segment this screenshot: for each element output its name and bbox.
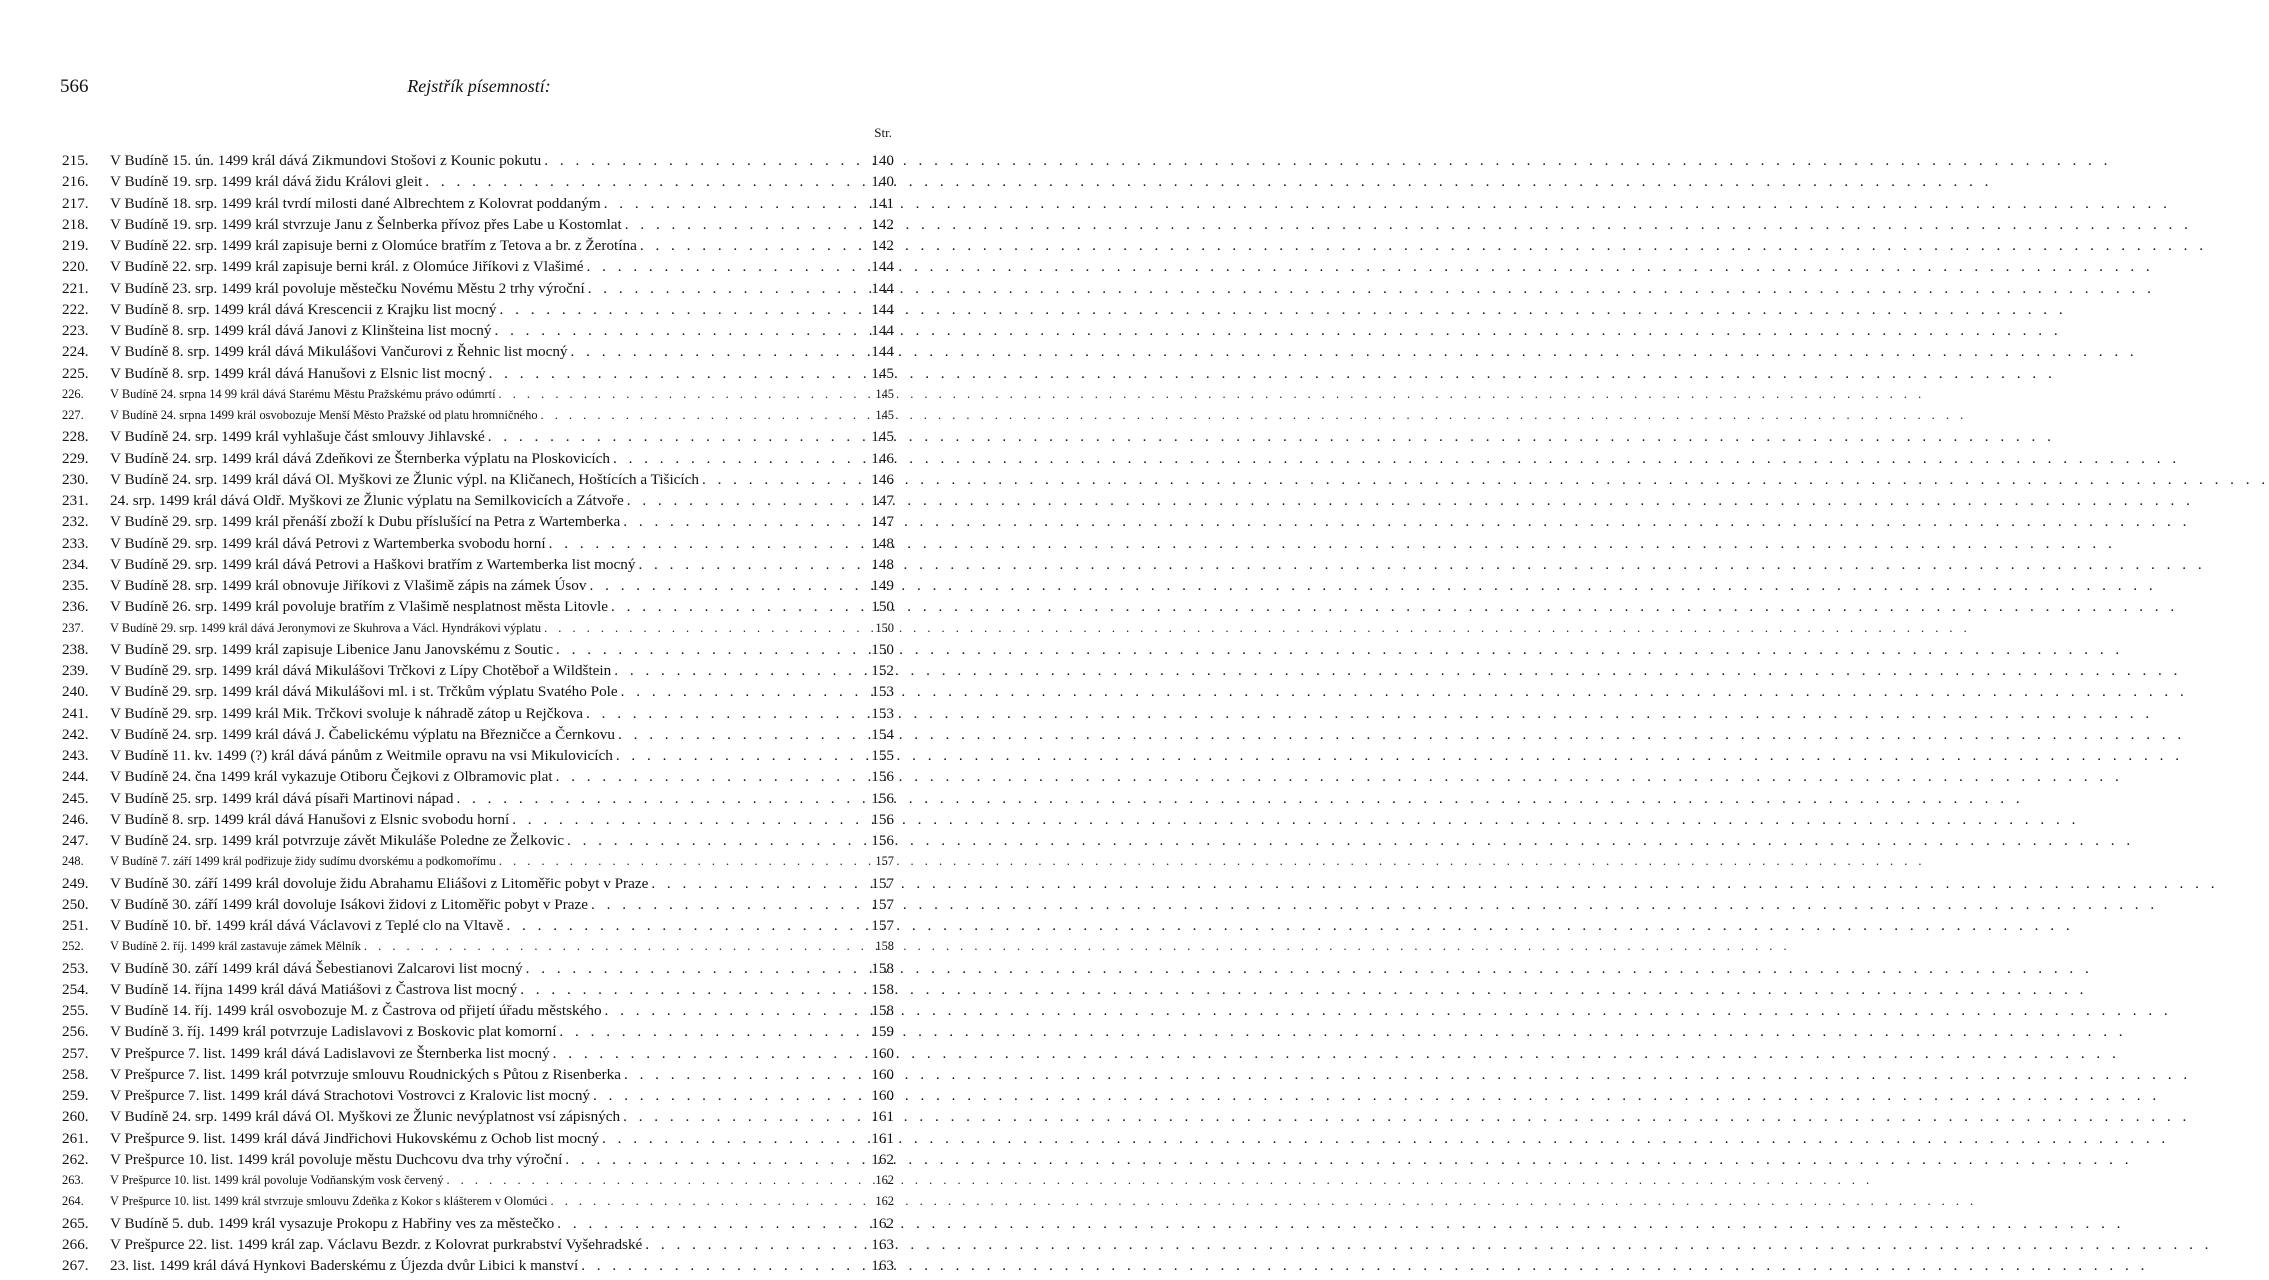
entry-text: V Budíně 29. srp. 1499 král dává Jeronymovi ze Skuhrova a Václ. Hyndrákovi výplatu — [110, 620, 542, 635]
dot-leader — [550, 1043, 860, 1064]
entry-number: 230. — [62, 470, 89, 488]
list-item — [62, 1234, 894, 1255]
entry-number: 220. — [62, 258, 89, 276]
entry-page: 147 — [871, 513, 894, 531]
entry-text: V Budíně 28. srp. 1499 král obnovuje Jiříkovi z Vlašimě zápis na zámek Úsov — [110, 577, 587, 594]
entry-page: 142 — [871, 215, 894, 233]
dot-leader — [601, 193, 860, 214]
list-item — [62, 1128, 894, 1149]
entry-page: 145 — [875, 386, 894, 401]
dot-leader — [517, 979, 860, 1000]
entry-page: 158 — [871, 1002, 894, 1019]
dot-leader — [497, 299, 861, 320]
list-item — [62, 915, 894, 936]
entry-number: 233. — [62, 534, 89, 552]
entry-text: V Budíně 24. srp. 1499 král vyhlašuje část smlouvy Jihlavské — [110, 428, 485, 446]
entry-number: 219. — [62, 237, 89, 254]
entry-page: 163 — [871, 1257, 894, 1274]
list-item — [62, 1191, 894, 1212]
list-item — [62, 554, 894, 575]
list-item — [62, 341, 894, 362]
entry-number: 217. — [62, 194, 89, 212]
list-item — [62, 703, 894, 724]
entry-number: 226. — [62, 386, 84, 401]
list-item — [62, 724, 894, 745]
entry-page: 144 — [871, 279, 894, 297]
list-item — [62, 533, 894, 554]
entry-page: 158 — [871, 980, 894, 998]
dot-leader — [443, 1170, 860, 1191]
entry-text: V Budíně 14. října 1499 král dává Matiášovi z Častrova list mocný — [110, 980, 518, 998]
list-item — [62, 150, 894, 171]
entry-text: V Budíně 29. srp. 1499 král Mik. Trčkovi svoluje k náhradě zátop u Rejčkova — [110, 704, 583, 722]
entry-number: 218. — [62, 215, 89, 233]
dot-leader — [602, 1000, 860, 1021]
entry-number: 264. — [62, 1194, 84, 1209]
dot-leader — [608, 596, 860, 617]
dot-leader — [553, 639, 860, 660]
entry-number: 256. — [62, 1023, 89, 1041]
entry-text: V Budíně 22. srp. 1499 král zapisuje berni král. z Olomúce Jiříkovi z Vlašimé — [110, 258, 584, 276]
list-item — [62, 1021, 894, 1042]
entry-number: 224. — [62, 343, 89, 361]
entry-text: V Budíně 19. srp. 1499 král dává židu Královi gleit — [110, 173, 423, 191]
entry-page: 155 — [871, 747, 894, 764]
entry-text: 23. list. 1499 král dává Hynkovi Baderskému z Újezda dvůr Libici k manství — [110, 1257, 579, 1274]
dot-leader — [422, 171, 860, 192]
entry-number: 250. — [62, 895, 89, 913]
entry-number: 232. — [62, 513, 89, 531]
entry-text: V Budíně 24. srp. 1499 král dává Ol. Myškovi ze Žlunic nevýplatnost vsí zápisných — [110, 1108, 621, 1126]
entry-page: 162 — [871, 1214, 894, 1232]
list-item — [62, 363, 894, 384]
entry-number: 254. — [62, 980, 89, 998]
entry-text: V Budíně 8. srp. 1499 král dává Krescencii z Krajku list mocný — [110, 300, 497, 318]
entry-number: 216. — [62, 173, 89, 191]
entry-number: 215. — [62, 152, 89, 169]
entry-number: 240. — [62, 683, 89, 701]
entry-page: 144 — [871, 258, 894, 276]
dot-leader — [564, 830, 860, 851]
entry-page: 163 — [871, 1235, 894, 1253]
entry-text: V Budíně 24. srp. 1499 král dává Ol. Myškovi ze Žlunic výpl. na Kličanech, Hoštících a Tišicích — [110, 470, 699, 488]
entry-number: 245. — [62, 789, 89, 807]
entry-page: 148 — [871, 555, 894, 573]
entry-number: 257. — [62, 1044, 89, 1062]
entry-page: 149 — [871, 577, 894, 594]
list-item — [62, 936, 894, 957]
entry-text: V Prešpurce 10. list. 1499 král stvrzuje smlouvu Zdeňka z Kokor s klášterem v Olomúci — [110, 1194, 548, 1209]
entry-number: 265. — [62, 1214, 89, 1232]
list-item — [62, 596, 894, 617]
page-column-heading: Str. — [874, 125, 892, 140]
dot-leader — [562, 1149, 860, 1170]
dot-leader — [585, 278, 860, 299]
entry-number: 234. — [62, 555, 89, 573]
list-item — [62, 788, 894, 809]
entry-text: V Budíně 18. srp. 1499 král tvrdí milosti dané Albrechtem z Kolovrat poddaným — [110, 194, 601, 212]
entry-page: 156 — [871, 832, 894, 849]
entry-page: 161 — [871, 1129, 894, 1147]
list-item — [62, 193, 894, 214]
dot-leader — [642, 1234, 860, 1255]
entry-number: 262. — [62, 1150, 89, 1168]
entry-number: 244. — [62, 768, 89, 786]
entry-page: 157 — [871, 895, 894, 913]
dot-leader — [568, 341, 860, 362]
entry-page: 144 — [871, 343, 894, 361]
entry-page: 144 — [871, 300, 894, 318]
entry-number: 235. — [62, 577, 89, 594]
entry-page: 161 — [871, 1108, 894, 1126]
dot-leader — [590, 1085, 860, 1106]
dot-leader — [613, 745, 860, 766]
entry-text: V Budíně 29. srp. 1499 král dává Petrovi a Haškovi bratřím z Wartemberka list mocný — [110, 555, 636, 573]
dot-leader — [621, 1064, 860, 1085]
list-item — [62, 1149, 894, 1170]
list-item — [62, 851, 894, 872]
list-item — [62, 830, 894, 851]
entry-text: V Budíně 14. říj. 1499 král osvobozuje M. z Častrova od přijetí úřadu městského — [110, 1002, 602, 1019]
entry-page: 158 — [871, 959, 894, 977]
list-item — [62, 320, 894, 341]
entry-number: 260. — [62, 1108, 89, 1126]
entry-page: 150 — [871, 640, 894, 658]
list-item — [62, 448, 894, 469]
list-item — [62, 235, 894, 256]
entry-text: V Budíně 10. bř. 1499 král dává Václavovi z Teplé clo na Vltavě — [110, 917, 504, 934]
list-item — [62, 469, 894, 490]
entry-text: V Budíně 25. srp. 1499 král dává písaři Martinovi nápad — [110, 789, 454, 807]
entry-number: 267. — [62, 1257, 89, 1274]
entry-page: 153 — [871, 704, 894, 722]
entry-text: V Budíně 19. srp. 1499 král stvrzuje Janu z Šelnberka přívoz přes Labe u Kostomlat — [110, 215, 622, 233]
entry-number: 247. — [62, 832, 89, 849]
entry-page: 162 — [871, 1150, 894, 1168]
list-item — [62, 979, 894, 1000]
dot-leader — [624, 490, 860, 511]
list-item — [62, 299, 894, 320]
entry-number: 221. — [62, 279, 89, 297]
entry-text: V Budíně 29. srp. 1499 král dává Mikulášovi ml. i st. Trčkům výplatu Svatého Pole — [110, 683, 618, 701]
entry-number: 258. — [62, 1065, 89, 1083]
entry-page: 152 — [871, 662, 894, 679]
entry-text: V Budíně 8. srp. 1499 král dává Janovi z Klinšteina list mocný — [110, 322, 492, 339]
list-item — [62, 1085, 894, 1106]
entry-page: 150 — [871, 598, 894, 616]
entry-text: V Budíně 24. srp. 1499 král dává J. Čabelickému výplatu na Březničce a Černkovu — [110, 725, 615, 743]
entry-text: V Budíně 7. září 1499 král podřizuje židy sudímu dvorskému a podkomořímu — [110, 854, 496, 869]
dot-leader — [578, 1255, 860, 1276]
entry-page: 146 — [871, 470, 894, 488]
entry-number: 231. — [62, 492, 89, 509]
list-item — [62, 511, 894, 532]
entry-page: 156 — [871, 768, 894, 786]
dot-leader — [485, 426, 860, 447]
list-item — [62, 171, 894, 192]
entry-text: V Budíně 2. říj. 1499 král zastavuje zámek Mělník — [110, 939, 361, 954]
entry-page: 160 — [871, 1044, 894, 1062]
list-item — [62, 214, 894, 235]
entry-number: 251. — [62, 917, 89, 934]
entry-page: 156 — [871, 810, 894, 828]
dot-leader — [496, 851, 860, 872]
entry-page: 157 — [875, 854, 894, 869]
dot-leader — [610, 448, 860, 469]
entry-text: V Budíně 24. srp. 1499 král dává Zdeňkovi ze Šternberka výplatu na Ploskovicích — [110, 449, 610, 467]
entry-page: 144 — [871, 322, 894, 339]
entry-page: 145 — [875, 408, 894, 422]
entry-text: V Prešpurce 7. list. 1499 král dává Strachotovi Vostrovci z Kralovic list mocný — [110, 1087, 591, 1104]
list-item — [62, 639, 894, 660]
entry-page: 160 — [871, 1087, 894, 1104]
dot-leader — [541, 150, 860, 171]
dot-leader — [556, 1021, 860, 1042]
entry-number: 227. — [62, 408, 84, 422]
entry-page: 153 — [871, 683, 894, 701]
dot-leader — [622, 214, 860, 235]
page-number: 566 — [60, 76, 89, 97]
entry-number: 252. — [62, 939, 84, 954]
entry-page: 154 — [871, 725, 894, 743]
entry-page: 150 — [875, 620, 894, 635]
entry-page: 141 — [871, 194, 894, 212]
entry-text: V Budíně 29. srp. 1499 král zapisuje Libenice Janu Janovskému z Soutic — [110, 640, 554, 658]
entry-number: 225. — [62, 364, 89, 382]
entry-text: V Budíně 24. srpna 1499 král osvobozuje Menší Město Pražské od platu hromničného — [110, 408, 538, 422]
list-item — [62, 490, 894, 511]
dot-leader — [553, 766, 860, 787]
list-item — [62, 1170, 894, 1191]
dot-leader — [496, 384, 860, 405]
list-item — [62, 766, 894, 787]
dot-leader — [523, 958, 860, 979]
entry-number: 255. — [62, 1002, 89, 1019]
dot-leader — [554, 1213, 860, 1234]
entry-page: 157 — [871, 874, 894, 892]
entry-page: 162 — [875, 1173, 894, 1187]
list-item — [62, 1255, 894, 1276]
list-item — [62, 873, 894, 894]
entry-text: V Budíně 11. kv. 1499 (?) král dává pánům z Weitmile opravu na vsi Mikulovicích — [110, 747, 613, 764]
dot-leader — [620, 511, 860, 532]
list-item — [62, 256, 894, 277]
entry-text: V Budíně 29. srp. 1499 král dává Petrovi z Wartemberka svobodu horní — [110, 534, 546, 552]
dot-leader — [615, 724, 860, 745]
entry-page: 148 — [871, 534, 894, 552]
entry-text: V Budíně 8. srp. 1499 král dává Mikulášovi Vančurovi z Řehnic list mocný — [110, 343, 568, 361]
list-item — [62, 1106, 894, 1127]
entry-number: 241. — [62, 704, 89, 722]
dot-leader — [637, 235, 860, 256]
entry-text: V Budíně 30. září 1499 král dovoluje Isákovi židovi z Litoměřic pobyt v Praze — [110, 895, 589, 913]
dot-leader — [491, 320, 860, 341]
entry-page: 140 — [871, 152, 894, 169]
entry-number: 243. — [62, 747, 89, 764]
entry-text: V Budíně 22. srp. 1499 král zapisuje berni z Olomúce bratřím z Tetova a br. z Žerotína — [110, 237, 637, 254]
entry-text: V Budíně 23. srp. 1499 král povoluje městečku Novému Městu 2 trhy výroční — [110, 279, 585, 297]
list-item — [62, 618, 894, 639]
list-item — [62, 426, 894, 447]
entry-number: 223. — [62, 322, 89, 339]
list-item — [62, 1064, 894, 1085]
entry-text: V Budíně 30. září 1499 král dává Šebestianovi Zalcarovi list mocný — [110, 959, 523, 977]
list-item — [62, 681, 894, 702]
entry-text: V Prešpurce 7. list. 1499 král potvrzuje smlouvu Roudnických s Půtou z Risenberka — [110, 1065, 621, 1083]
entry-text: V Budíně 29. srp. 1499 král přenáší zboží k Dubu příslušící na Petra z Wartemberka — [110, 513, 621, 531]
entry-number: 261. — [62, 1129, 89, 1147]
entry-page: 145 — [871, 364, 894, 382]
entry-number: 253. — [62, 959, 89, 977]
entry-number: 228. — [62, 428, 89, 446]
entry-page: 147 — [871, 492, 894, 509]
entry-text: V Prešpurce 10. list. 1499 král povoluje městu Duchcovu dva trhy výroční — [110, 1150, 563, 1168]
entry-text: V Budíně 5. dub. 1499 král vysazuje Prokopu z Habřiny ves za městečko — [110, 1214, 555, 1232]
entry-number: 266. — [62, 1235, 89, 1253]
dot-leader — [509, 809, 860, 830]
entry-page: 158 — [875, 939, 894, 954]
entry-text: V Budíně 8. srp. 1499 král dává Hanušovi z Elsnic svobodu horní — [110, 810, 510, 828]
entry-number: 238. — [62, 640, 89, 658]
entry-text: V Budíně 29. srp. 1499 král dává Mikulášovi Trčkovi z Lípy Chotěboř a Wildštein — [110, 662, 612, 679]
entry-number: 249. — [62, 874, 89, 892]
entry-text: V Budíně 3. říj. 1499 král potvrzuje Ladislavovi z Boskovic plat komorní — [110, 1023, 557, 1041]
dot-leader — [486, 363, 860, 384]
entry-page: 156 — [871, 789, 894, 807]
entry-number: 222. — [62, 300, 89, 318]
list-item — [62, 745, 894, 766]
entry-text: V Budíně 8. srp. 1499 král dává Hanušovi z Elsnic list mocný — [110, 364, 486, 382]
entry-page: 162 — [875, 1194, 894, 1209]
dot-leader — [599, 1128, 860, 1149]
list-item — [62, 1000, 894, 1021]
entry-text: V Prešpurce 10. list. 1499 král povoluje Vodňanským vosk červený — [110, 1173, 444, 1187]
entry-text: V Budíně 30. září 1499 král dovoluje židu Abrahamu Eliášovi z Litoměřic pobyt v Praze — [110, 874, 649, 892]
entry-text: V Budíně 15. ún. 1499 král dává Zikmundovi Stošovi z Kounic pokutu — [110, 152, 542, 169]
entry-number: 239. — [62, 662, 89, 679]
dot-leader — [546, 533, 860, 554]
entry-number: 263. — [62, 1173, 84, 1187]
dot-leader — [584, 256, 860, 277]
list-item — [62, 405, 894, 426]
entry-text: V Budíně 26. srp. 1499 král povoluje bratřím z Vlašimě nesplatnost města Litovle — [110, 598, 609, 616]
list-item — [62, 1043, 894, 1064]
entry-number: 236. — [62, 598, 89, 616]
entry-text: 24. srp. 1499 král dává Oldř. Myškovi ze Žlunic výplatu na Semilkovicích a Zátvoře — [110, 492, 624, 509]
entry-text: V Budíně 24. čna 1499 král vykazuje Otiboru Čejkovi z Olbramovic plat — [110, 768, 553, 786]
list-item — [62, 384, 894, 405]
dot-leader — [635, 554, 860, 575]
entry-page: 145 — [871, 428, 894, 446]
dot-leader — [453, 788, 860, 809]
entry-text: V Prešpurce 22. list. 1499 král zap. Václavu Bezdr. z Kolovrat purkrabství Vyšehradské — [110, 1235, 643, 1253]
entry-page: 142 — [871, 237, 894, 254]
entry-number: 259. — [62, 1087, 89, 1104]
dot-leader — [620, 1106, 860, 1127]
entry-page: 140 — [871, 173, 894, 191]
dot-leader — [648, 873, 860, 894]
list-item — [62, 809, 894, 830]
dot-leader — [699, 469, 860, 490]
dot-leader — [538, 405, 860, 426]
list-item — [62, 894, 894, 915]
list-item — [62, 660, 894, 681]
register-list — [62, 150, 894, 1276]
running-title: Rejstřík písemností: — [407, 76, 551, 96]
entry-number: 237. — [62, 620, 84, 635]
entry-page: 160 — [871, 1065, 894, 1083]
dot-leader — [541, 618, 860, 639]
list-item — [62, 958, 894, 979]
entry-text: V Budíně 24. srp. 1499 král potvrzuje závět Mikuláše Poledne ze Želkovic — [110, 832, 564, 849]
dot-leader — [618, 681, 860, 702]
list-item — [62, 278, 894, 299]
list-item — [62, 575, 894, 596]
list-item — [62, 1213, 894, 1234]
entry-number: 242. — [62, 725, 89, 743]
dot-leader — [588, 894, 860, 915]
page-header — [60, 76, 898, 100]
entry-page: 146 — [871, 449, 894, 467]
entry-text: V Prešpurce 7. list. 1499 král dává Ladislavovi ze Šternberka list mocný — [110, 1044, 550, 1062]
dot-leader — [361, 936, 860, 957]
entry-number: 248. — [62, 854, 84, 869]
entry-text: V Budíně 24. srpna 14 99 král dává Starému Městu Pražskému právo odúmrtí — [110, 386, 496, 401]
entry-number: 229. — [62, 449, 89, 467]
entry-number: 246. — [62, 810, 89, 828]
dot-leader — [587, 575, 861, 596]
dot-leader — [503, 915, 860, 936]
entry-page: 157 — [871, 917, 894, 934]
entry-text: V Prešpurce 9. list. 1499 král dává Jindřichovi Hukovskému z Ochob list mocný — [110, 1129, 600, 1147]
dot-leader — [611, 660, 860, 681]
dot-leader — [548, 1191, 861, 1212]
dot-leader — [583, 703, 860, 724]
entry-page: 159 — [871, 1023, 894, 1041]
